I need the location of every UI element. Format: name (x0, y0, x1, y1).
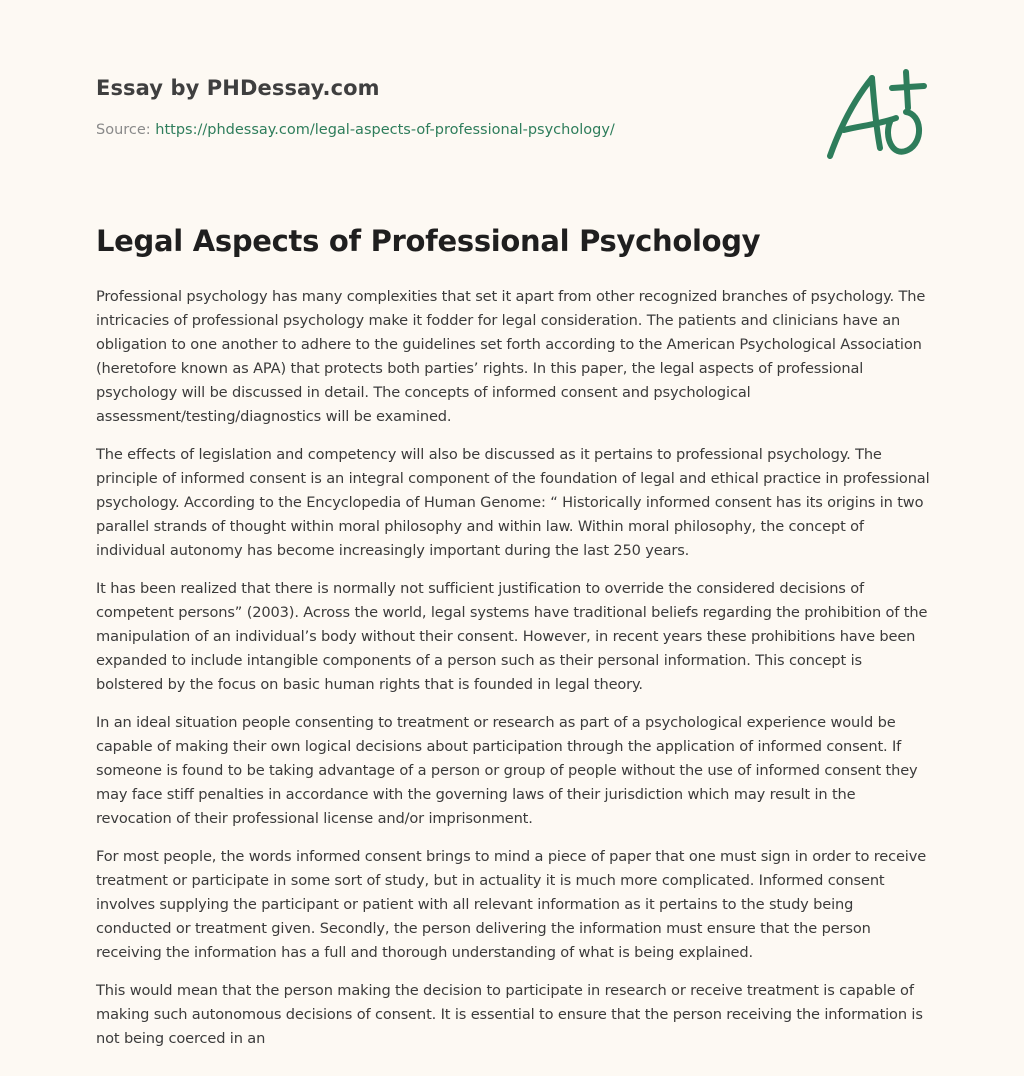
a-plus-logo-icon (820, 66, 932, 166)
source-line (96, 122, 796, 138)
page-header (96, 76, 796, 138)
essay-title: Legal Aspects of Professional Psychology (96, 224, 761, 258)
essay-paragraph: This would mean that the person making the decision to participate in research or receive treatment is capable of making such autonomous decisions of consent. It is essential to ensure that the person receiving the information is not being coerced in an (96, 982, 923, 1047)
essay-paragraph: The effects of legislation and competency will also be discussed as it pertains to professional psychology. The principle of informed consent is an integral component of the foundation of legal and ethical practice in professional psychology. According to the Encyclopedia of Human Genome: “ Historically informed consent has its origins in two parallel strands of thought within moral philosophy and within law. Within moral philosophy, the concept of individual autonomy has become increasingly important during the last 250 years. (96, 446, 930, 559)
essay-paragraph: Professional psychology has many complexities that set it apart from other recognized branches of psychology. The intricacies of professional psychology make it fodder for legal consideration. The patients and clinicians have an obligation to one another to adhere to the guidelines set forth according to the American Psychological Association (heretofore known as APA) that protects both parties’ rights. In this paper, the legal aspects of professional psychology will be discussed in detail. The concepts of informed consent and psychological assessment/testing/diagnostics will be examined. (96, 288, 926, 425)
essay-paragraph: It has been realized that there is normally not sufficient justification to override the considered decisions of competent persons” (2003). Across the world, legal systems have traditional beliefs regarding the prohibition of the manipulation of an individual’s body without their consent. However, in recent years these prohibitions have been expanded to include intangible components of a person such as their personal information. This concept is bolstered by the focus on basic human rights that is founded in legal theory. (96, 580, 928, 693)
source-label: Source: (96, 122, 151, 138)
site-brand: Essay by PHDessay.com (96, 76, 380, 100)
essay-paragraph: In an ideal situation people consenting to treatment or research as part of a psychological experience would be capable of making their own logical decisions about participation through the application of informed consent. If someone is found to be taking advantage of a person or group of people without the use of informed consent they may face stiff penalties in accordance with the governing laws of their jurisdiction which may result in the revocation of their professional license and/or imprisonment. (96, 714, 918, 827)
essay-paragraph: For most people, the words informed consent brings to mind a piece of paper that one must sign in order to receive treatment or participate in some sort of study, but in actuality it is much more complicated. Informed consent involves supplying the participant or patient with all relevant information as it pertains to the study being conducted or treatment given. Secondly, the person delivering the information must ensure that the person receiving the information has a full and thorough understanding of what is being explained. (96, 848, 927, 961)
source-link[interactable]: https://phdessay.com/legal-aspects-of-professional-psychology/ (155, 122, 615, 138)
essay-body (96, 285, 930, 1065)
